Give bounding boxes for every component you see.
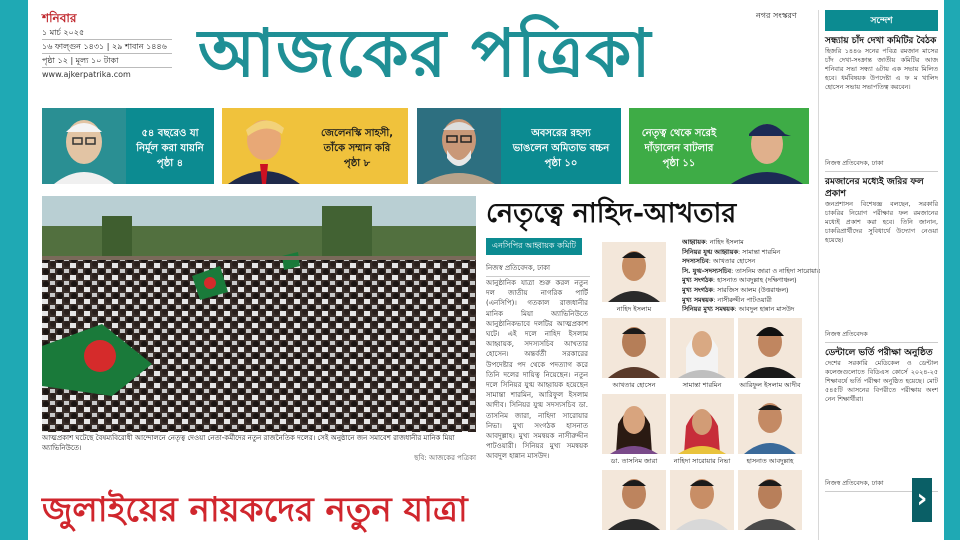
- portrait-3-name: সামান্তা শারমিন: [682, 381, 722, 389]
- weekday: শনিবার: [42, 11, 77, 25]
- role-name: হাসনাত আবদুল্লাহ (দক্ষিণাঞ্চল): [717, 276, 797, 285]
- teaser-3-page: পৃষ্ঠা ১০: [544, 158, 578, 169]
- date-english: ১ মার্চ ২০২৫: [42, 26, 172, 40]
- teaser-4-page: পৃষ্ঠা ১১: [662, 158, 696, 169]
- brief-1-text: হিজরি ১৪৪৬ সনের পবিত্র রমজান মাসের চাঁদ দেখা-সংক্রান্ত জাতীয় কমিটির আজ শনিবার সভা সন্ধ্যা ৬টায় এক সভায় মিলিত হবে। ধর্মবিষয়ক উপদেষ্টা এ ফ ম খালিদ হোসেন সভায় সভাপতিত্ব করবেন।: [825, 47, 938, 91]
- portrait-5-name: ডা. তাসনিম জারা: [610, 457, 658, 465]
- role-row: আহ্বায়ক: নাহিদ ইসলাম: [682, 238, 744, 246]
- role-name: সামান্তা শারমিন: [742, 247, 781, 256]
- teaser-1-line1: ৫৪ বছরেও যা: [141, 128, 199, 139]
- website-link[interactable]: www.ajkerpatrika.com: [42, 70, 131, 79]
- person-avatar-icon: [670, 318, 734, 378]
- crowd-illustration: [42, 196, 476, 432]
- amitabh-photo: [417, 108, 501, 184]
- portrait-6: [670, 394, 734, 454]
- teaser-1-page: পৃষ্ঠা ৪: [156, 158, 184, 169]
- role-name: সারজিস আলম (উত্তরাঞ্চল): [717, 285, 789, 294]
- role-title: মুখ্য সমন্বয়ক: [682, 295, 714, 304]
- brief-2-source: নিজস্ব প্রতিবেদক: [825, 330, 938, 343]
- person-avatar-icon: [602, 394, 666, 454]
- portrait-4: [738, 318, 802, 378]
- elderly-man-photo: [42, 108, 126, 184]
- date-block: [42, 10, 172, 81]
- person-avatar-icon: [670, 470, 734, 530]
- person-avatar-icon: [738, 318, 802, 378]
- role-name: তাসনিম জারা ও নাহিদা সারোয়ার: [735, 266, 820, 275]
- role-title: আহ্বায়ক: [682, 238, 706, 246]
- brief-3-text: দেশের সরকারি মেডিকেল ও ডেন্টাল কলেজগুলোতে বিডিএস কোর্সে ২০২৪-২৫ শিক্ষাবর্ষে ভর্তি পরীক্ষা অনুষ্ঠিত হয়েছে। মোট ৫৪৫টি আসনের বিপরীতে পরীক্ষায় অংশ নেন শিক্ষার্থীরা।: [825, 359, 938, 403]
- chevron-right-icon: ›: [916, 484, 928, 514]
- teaser-4[interactable]: [629, 108, 809, 184]
- portrait-2-name: আখতার হোসেন: [612, 381, 656, 389]
- brief-2-title[interactable]: রমজানের মধ্যেই জরির ফল প্রকাশ: [825, 177, 924, 199]
- main-crowd-photo: [42, 196, 476, 432]
- person-avatar-icon: [602, 318, 666, 378]
- caption-text: আত্মপ্রকাশ ঘটেছে বৈষম্যবিরোধী আন্দোলনে নেতৃত্ব দেওয়া নেতা-কর্মীদের নতুন রাজনৈতিক দলের। সেই অনুষ্ঠানে জন সমাবেশ রাজধানীর মানিক মিয়া অ্যাভিনিউতে।: [42, 434, 455, 452]
- person-avatar-icon: [670, 394, 734, 454]
- sidebar-briefs: [818, 10, 938, 540]
- portrait-1-name: নাহিদ ইসলাম: [616, 305, 652, 313]
- newspaper-logo: আজকের পত্রিকা: [198, 14, 652, 92]
- portrait-6-name: নাহিদা সারোয়ার নিভা: [673, 457, 731, 465]
- teaser-2[interactable]: [222, 108, 408, 184]
- role-name: আবদুল হান্নান মাসউদ: [738, 305, 795, 314]
- trump-photo: [222, 108, 306, 184]
- portrait-4-name: আরিফুল ইসলাম আদীব: [739, 381, 801, 389]
- teaser-3[interactable]: [417, 108, 621, 184]
- next-page-button[interactable]: [912, 478, 932, 522]
- role-row: মুখ্য সংগঠক: হাসনাত আবদুল্লাহ (দক্ষিণাঞ্চল): [682, 276, 797, 285]
- newspaper-page: [28, 0, 944, 540]
- role-name: নাহিদ ইসলাম: [709, 238, 744, 246]
- teaser-3-line1: অবসরের রহস্য: [531, 128, 591, 139]
- teaser-1-line2: নির্মূল করা যায়নি: [136, 143, 204, 154]
- story-kicker: এনসিপির আহ্বায়ক কমিটি: [486, 238, 582, 255]
- teaser-2-line2: তাঁকে সম্মান করি: [323, 143, 391, 154]
- teaser-2-line1: জেলেনস্কি সাহসী,: [320, 128, 393, 139]
- role-row: মুখ্য সমন্বয়ক: নাসীরুদ্দীন পাটওয়ারী: [682, 295, 772, 304]
- role-row: মুখ্য সংগঠক: সারজিস আলম (উত্তরাঞ্চল): [682, 285, 789, 294]
- role-row: সি. যুগ্ম-সদস্যসচিব: তাসনিম জারা ও নাহিদা সারোয়ার: [682, 266, 820, 275]
- person-avatar-icon: [738, 394, 802, 454]
- brief-1-source: নিজস্ব প্রতিবেদক, ঢাকা: [825, 159, 938, 172]
- teaser-3-line2: ভাঙলেন অমিতাভ বচ্চন: [512, 143, 610, 154]
- pages-price: পৃষ্ঠা ১২ | মূল্য ১০ টাকা: [42, 54, 172, 68]
- story-body: আনুষ্ঠানিক যাত্রা শুরু করল নতুন দল জাতীয় নাগরিক পার্টি (এনসিপি)। গতকাল রাজধানীর মানিক মিয়া অ্যাভিনিউতে আনুষ্ঠানিকভাবে দলটির আত্মপ্রকাশ ঘটে। এই দলে নাহিদ ইসলাম আহ্বায়ক, সদস্যসচিব আখতার হোসেন। অন্তর্বর্তী সরকারের উপদেষ্টার পদ থেকে পদত্যাগ করে তিনি দলের দায়িত্ব নিয়েছেন। নতুন দলে সিনিয়র যুগ্ম আহ্বায়ক হয়েছেন সামান্তা শারমিন, আরিফুল ইসলাম আদীব। সিনিয়র যুগ্ম সদস্যসচিব ডা. তাসনিম জারা, নাহিদা সারোয়ার নিভা। মুখ্য সংগঠক হাসনাত আবদুল্লাহ। মুখ্য সমন্বয়ক নাসীরুদ্দীন পাটওয়ারী। সিনিয়র মুখ্য সমন্বয়ক আবদুল হান্নান মাসউদ।: [486, 279, 588, 461]
- sidebar-header: সন্দেশ: [825, 10, 938, 31]
- bottom-headline[interactable]: জুলাইয়ের নায়কদের নতুন যাত্রা: [42, 490, 468, 530]
- photo-credit: ছবি: আজকের পত্রিকা: [414, 454, 476, 462]
- portrait-7: [738, 394, 802, 454]
- role-name: আখতার হোসেন: [712, 257, 756, 266]
- role-title: সদস্যসচিব: [682, 257, 709, 266]
- teaser-2-page: পৃষ্ঠা ৮: [343, 158, 371, 169]
- role-row: সিনিয়র যুগ্ম আহ্বায়ক: সামান্তা শারমিন: [682, 247, 781, 256]
- role-title: সিনিয়র যুগ্ম আহ্বায়ক: [682, 247, 738, 256]
- role-title: মুখ্য সংগঠক: [682, 285, 713, 294]
- role-title: সিনিয়র মুখ্য সমন্বয়ক: [682, 305, 735, 314]
- brief-1-title[interactable]: সন্ধ্যায় চাঁদ দেখা কমিটির বৈঠক: [825, 36, 937, 46]
- portrait-2: [602, 318, 666, 378]
- portrait-7-name: হাসনাত আবদুল্লাহ: [746, 457, 794, 465]
- person-avatar-icon: [738, 470, 802, 530]
- portrait-9: [670, 470, 734, 530]
- role-name: নাসীরুদ্দীন পাটওয়ারী: [717, 295, 772, 304]
- story-byline: নিজস্ব প্রতিবেদক, ঢাকা: [486, 262, 590, 277]
- role-title: মুখ্য সংগঠক: [682, 276, 713, 285]
- brief-3-title[interactable]: ডেন্টালে ভর্তি পরীক্ষা অনুষ্ঠিত: [825, 348, 933, 358]
- portrait-8: [602, 470, 666, 530]
- portrait-1: [602, 242, 666, 302]
- edition-label: নগর সংস্করণ: [756, 11, 797, 20]
- teaser-4-line1: নেতৃত্ব থেকে সরেই: [641, 128, 717, 139]
- buttler-photo: [725, 108, 809, 184]
- story-headline[interactable]: নেতৃত্বে নাহিদ-আখতার: [486, 198, 737, 229]
- teaser-4-line2: দাঁড়ালেন বাটলার: [644, 143, 714, 154]
- role-row: সদস্যসচিব: আখতার হোসেন: [682, 257, 756, 266]
- portrait-3: [670, 318, 734, 378]
- brief-2-text: জনপ্রশাসন বিশেষজ্ঞ বলছেন, সরকারি চাকরির নিয়োগ পরীক্ষার ফল রমজানের মধ্যেই প্রকাশ করা হবে। তিনি জানান, চাকরিপ্রার্থীদের সুবিধার্থে উদ্যোগ নেওয়া হয়েছে।: [825, 200, 938, 244]
- photo-caption: [42, 433, 476, 463]
- role-row: সিনিয়র মুখ্য সমন্বয়ক: আবদুল হান্নান মাসউদ: [682, 305, 795, 314]
- teaser-1[interactable]: [42, 108, 214, 184]
- committee-role-list: [682, 238, 820, 315]
- portrait-10: [738, 470, 802, 530]
- date-bangla: ১৬ ফাল্গুন ১৪৩১ | ২৯ শাবান ১৪৪৬: [42, 40, 172, 54]
- person-avatar-icon: [602, 470, 666, 530]
- person-avatar-icon: [602, 242, 666, 302]
- brief-3-source: নিজস্ব প্রতিবেদক, ঢাকা: [825, 479, 938, 492]
- viewer-border: [944, 0, 960, 540]
- portrait-5: [602, 394, 666, 454]
- role-title: সি. যুগ্ম-সদস্যসচিব: [682, 266, 732, 275]
